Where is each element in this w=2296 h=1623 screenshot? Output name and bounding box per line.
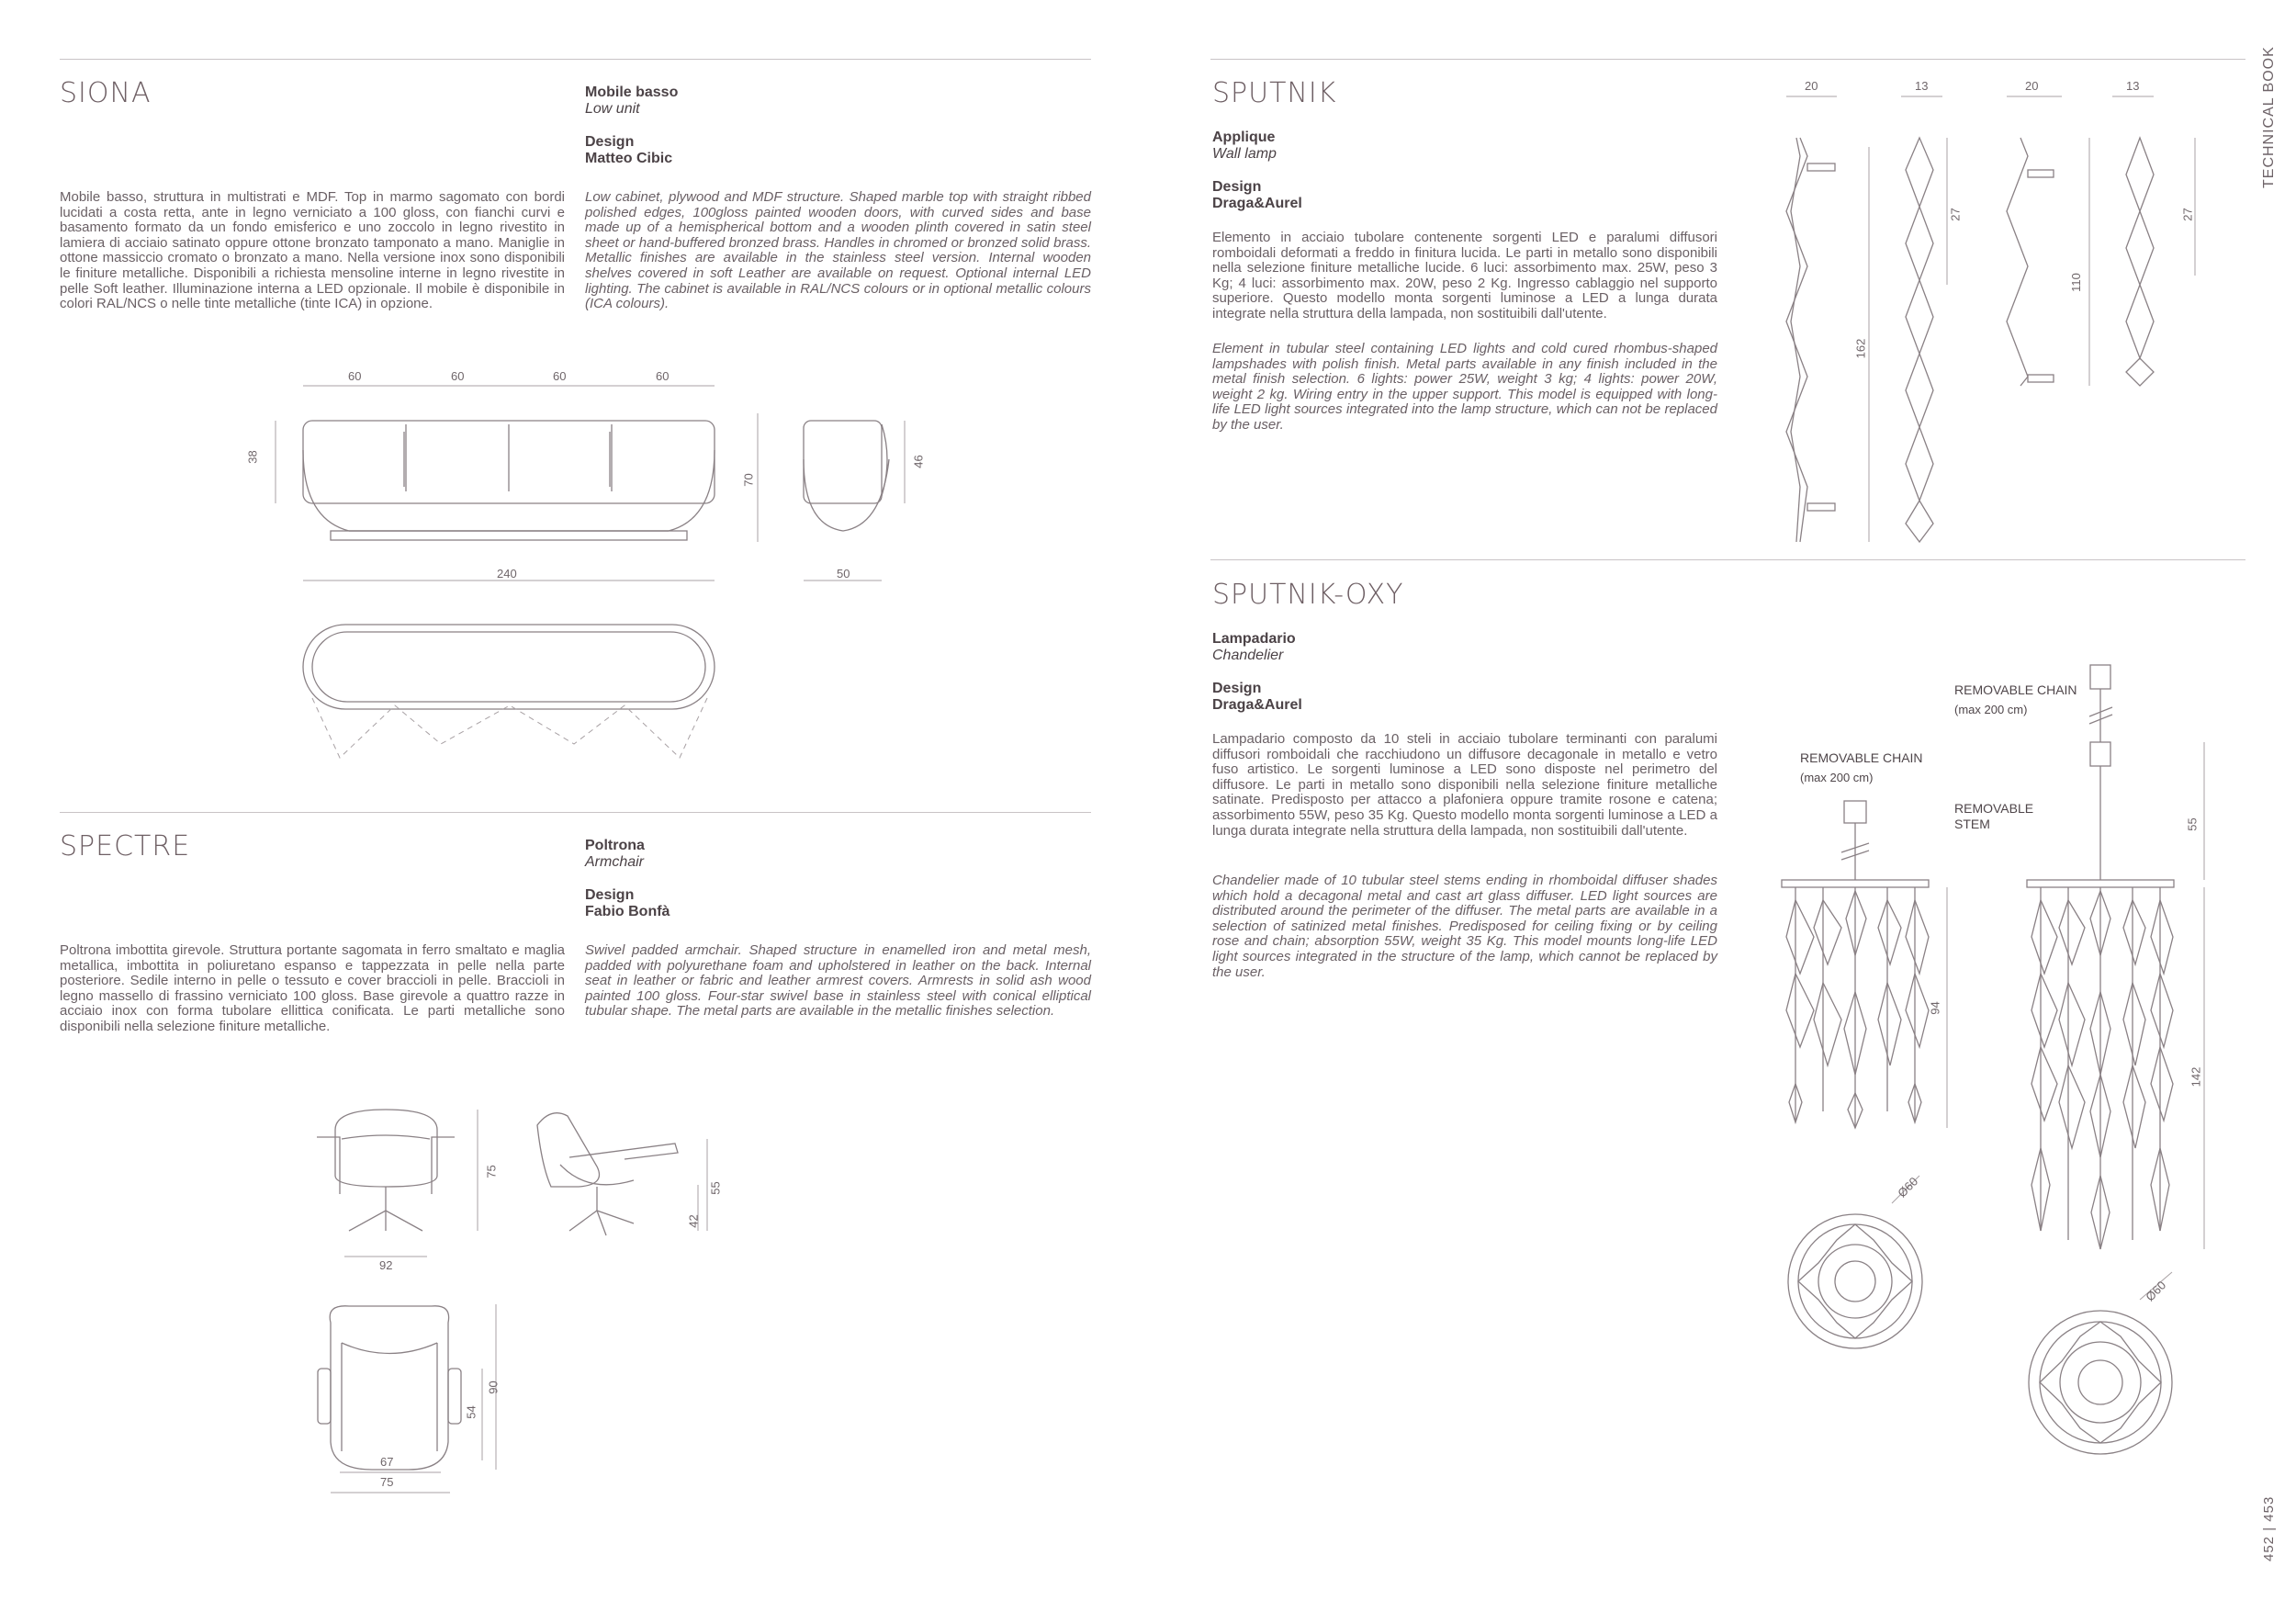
sputnik-dim-a-depth: 20	[1805, 79, 1818, 93]
sputnik-designer: Draga&Aurel	[1212, 196, 1302, 211]
spectre-dim-side-seat: 42	[686, 1214, 701, 1228]
sputnik-desc-en: Element in tubular steel containing LED lights and cold cured rhombus-shaped lampshades with polish finish. Metal parts available in any finish included in the metal finish selection. 6 lights: power 25W, weight 3 kg; 4 lights: power 20W, weight 2 kg. Wiring entry in the upper support. This model is equipped with long-life LED light sources integrated into the lamp structure, which can not be replaced by the user.	[1212, 341, 1717, 433]
spectre-desc-en: Swivel padded armchair. Shaped structure in enamelled iron and metal mesh, padded with polyurethane foam and upholstered in leather on the back. Internal seat in leather or fabric and leather armrest covers. Armrests in solid ash wood painted 100 gloss. Four-star swivel base in stainless steel with conical elliptical tubular shape. The metal parts are available in the metallic finishes selection.	[585, 942, 1091, 1020]
sputnik-oxy-desc-it: Lampadario composto da 10 steli in acciaio tubolare terminanti con paralumi diffusori romboidali che racchiudono un diffusore decagonale in metallo e vetro fuso artistico. Le sorgenti luminose a LED sono disposte nel perimetro del diffusore. Le parti in metallo sono disponibili nella selezione finiture metalliche satinate. Predisposto per attacco a plafoniera oppure tramite rosone e catena; assorbimento 55W, peso 35 Kg. Questo modello monta sorgenti luminose a LED a lunga durata integrate nella struttura della lampada, non sostituibili dall'utente.	[1212, 731, 1717, 839]
siona-dim-w3: 60	[553, 369, 567, 383]
oxy-dim-a-diam: Ø60	[1895, 1174, 1921, 1200]
siona-type-it: Mobile basso	[585, 85, 679, 100]
page-numbers: 452 | 453	[2261, 1495, 2277, 1561]
spectre-dim-front-h: 75	[484, 1165, 499, 1178]
side-header: TECHNICAL BOOK	[2261, 46, 2277, 188]
sputnik-oxy-designer: Draga&Aurel	[1212, 697, 1302, 713]
siona-dim-w4: 60	[656, 369, 670, 383]
oxy-dim-a-h: 94	[1928, 1001, 1942, 1015]
siona-design-label: Design	[585, 134, 635, 150]
sputnik-oxy-type-en: Chandelier	[1212, 648, 1284, 663]
sputnik-dim-b-depth: 20	[2025, 79, 2039, 93]
oxy-stem-text: REMOVABLE	[1954, 801, 2034, 816]
siona-desc-it: Mobile basso, struttura in multistrati e MDF. Top in marmo sagomato con bordi lucidati a costa retta, ante in legno verniciato a 100 gloss, con fianchi curvi e basamento formato da un fondo emisferico e uno zoccolo in legno rivestito in lamiera di acciaio satinato oppure ottone bronzato tamponato a mano. Maniglie in ottone massiccio cromato o bronzato a mano. Nella versione inox sono disponibili le finiture metalliche. Disponibili a richiesta mensoline interne in legno rivestite in pelle Soft leather. Illuminazione interna a LED opzionale. Il mobile è disponibile in colori RAL/NCS o nelle tinte metalliche (tinte ICA) in opzione.	[60, 189, 565, 312]
spectre-dim-side-h: 55	[708, 1181, 723, 1195]
sputnik-type-it: Applique	[1212, 130, 1276, 145]
sputnik-type-en: Wall lamp	[1212, 146, 1277, 162]
spectre-designer: Fabio Bonfà	[585, 904, 670, 919]
siona-dim-w1: 60	[348, 369, 362, 383]
siona-dim-w2: 60	[451, 369, 465, 383]
sputnik-oxy-desc-en: Chandelier made of 10 tubular steel stems ending in rhomboidal diffuser shades which hold a decagonal metal and cast art glass diffuser. LED light sources are distributed around the perimeter of the diffuser. The metal parts are available in a selection of satinized metal finishes. Predisposed for ceiling fixing or by ceiling rose and chain; absorption 55W, weight 35 Kg. This model mounts long-life LED light sources integrated in the structure of the lamp, which cannot be replaced by the user.	[1212, 873, 1717, 980]
oxy-chain-b-text: REMOVABLE CHAIN	[1954, 682, 2077, 697]
siona-title: SIONA	[60, 77, 152, 109]
sputnik-dim-b-width: 13	[2126, 79, 2140, 93]
spectre-dim-top-w1: 67	[380, 1455, 394, 1469]
siona-dim-depth: 50	[837, 567, 850, 580]
sputnik-desc-it-text: Elemento in acciaio tubolare contenente sorgenti LED e paralumi diffusori romboidali deformati a freddo in finitura lucida. Le parti in metallo sono disponibili nella selezione finiture metalliche lucide. 6 luci: assorbimento max. 25W, peso 3 Kg; 4 luci: assorbimento max. 20W, peso 2 Kg. Ingresso cablaggio nel supporto superiore. Questo modello monta sorgenti luminose a LED a lunga durata integrate nella struttura della lampada, non sostituibili dall'utente.	[1212, 230, 1717, 321]
siona-dim-h-inner: 38	[245, 450, 260, 464]
siona-dim-side-h: 46	[911, 455, 926, 468]
oxy-chain-a-text: REMOVABLE CHAIN	[1800, 750, 1923, 765]
spectre-dim-top-inner: 54	[464, 1405, 478, 1419]
spectre-design-label: Design	[585, 887, 635, 903]
spectre-title: SPECTRE	[60, 830, 191, 862]
sputnik-dim-a-width: 13	[1915, 79, 1929, 93]
siona-designer: Matteo Cibic	[585, 151, 673, 166]
spectre-desc-it: Poltrona imbottita girevole. Struttura portante sagomata in ferro smaltato e maglia metallica, imbottita in poliuretano espanso e tappezzata in pelle nella parte posteriore. Sedile interno in pelle o tessuto e cover braccioli in pelle. Braccioli in legno massello di frassino verniciato 100 gloss. Base girevole a quattro razze in acciaio inox con forma tubolare ellittica conificata. Le parti metalliche sono disponibili nella selezione finiture metalliche.	[60, 942, 565, 1034]
siona-type-en: Low unit	[585, 101, 640, 117]
oxy-chain-a-max: (max 200 cm)	[1800, 771, 1874, 784]
sputnik-title: SPUTNIK	[1212, 77, 1337, 109]
sputnik-oxy-design-label: Design	[1212, 681, 1262, 696]
oxy-dim-b-h: 142	[2189, 1066, 2203, 1088]
sputnik-oxy-type-it: Lampadario	[1212, 631, 1296, 647]
siona-dim-width: 240	[497, 567, 517, 580]
oxy-dim-b-diam: Ø60	[2143, 1278, 2169, 1304]
sputnik-dim-b-h: 110	[2068, 273, 2083, 292]
oxy-dim-b-stem: 55	[2185, 817, 2200, 831]
spectre-type-en: Armchair	[585, 854, 645, 870]
spectre-dim-top-depth: 90	[486, 1381, 501, 1394]
siona-desc-en: Low cabinet, plywood and MDF structure. Shaped marble top with straight ribbed polished edges, 100gloss painted wooden doors, with curved sides and base made up of a hemispherical bottom and a wooden plinth covered in satin steel sheet or hand-buffered bronzed brass. Handles in chromed or bronzed solid brass. Metallic finishes are available in the stainless steel version. Internal wooden shelves covered in soft Leather are available on request. Optional internal LED lighting. The cabinet is available in RAL/NCS colours or in optional metallic colours (ICA colours).	[585, 189, 1091, 312]
sputnik-dim-a-h: 162	[1853, 338, 1868, 359]
sputnik-dim-b-rh: 27	[2180, 208, 2195, 221]
sputnik-oxy-title: SPUTNIK-OXY	[1212, 579, 1404, 611]
oxy-chain-b-max: (max 200 cm)	[1954, 703, 2028, 716]
sputnik-dim-a-rh: 27	[1948, 208, 1963, 221]
oxy-stem-text-2: STEM	[1954, 817, 1990, 831]
spectre-type-it: Poltrona	[585, 838, 645, 853]
spectre-dim-top-w2: 75	[380, 1475, 394, 1489]
spectre-dim-front-w: 92	[379, 1258, 393, 1272]
siona-dim-h-total: 70	[741, 473, 756, 487]
sputnik-design-label: Design	[1212, 179, 1262, 195]
